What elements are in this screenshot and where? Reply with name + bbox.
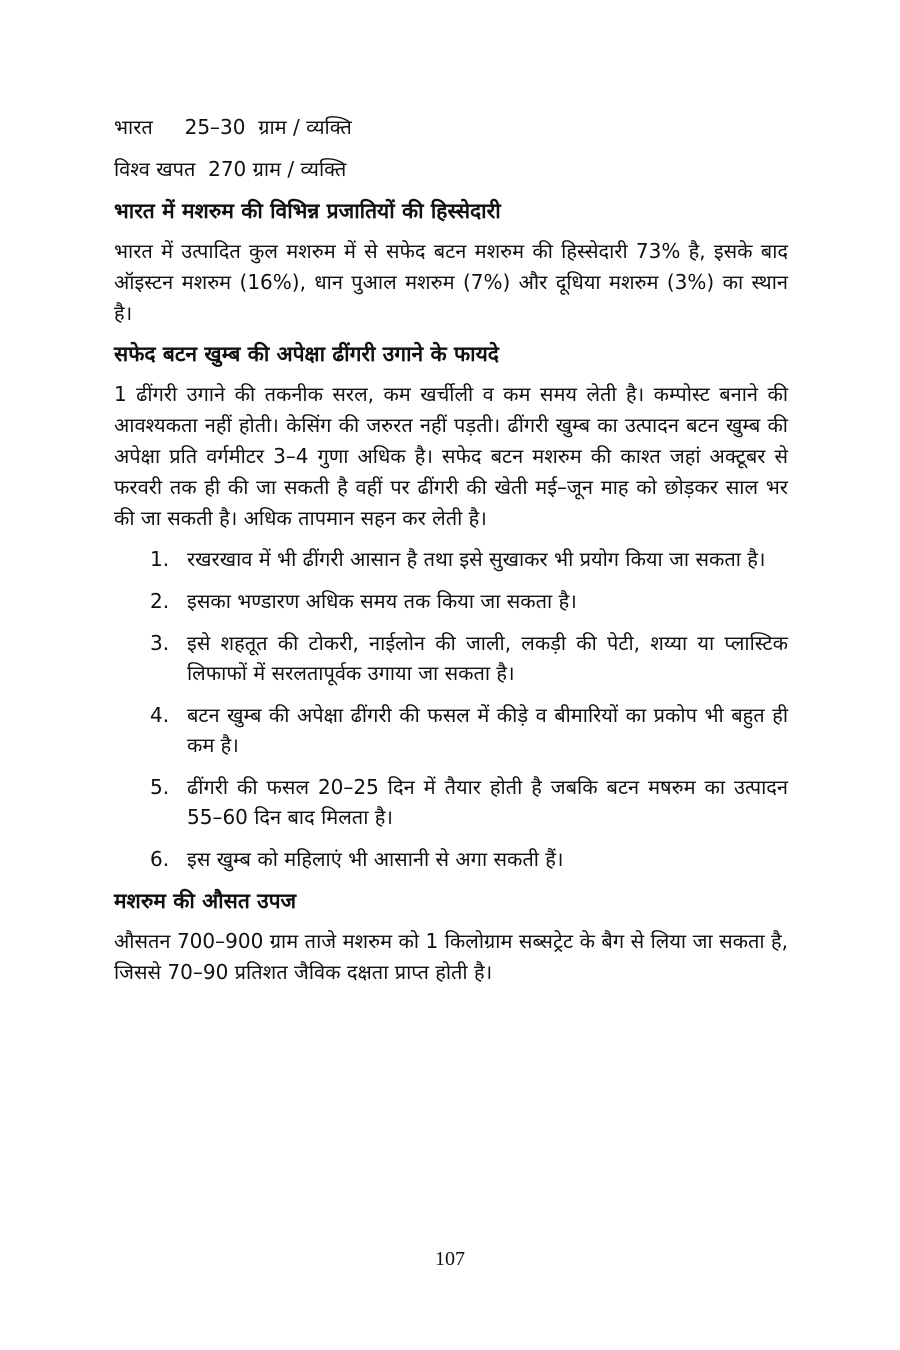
- list-item: [150, 628, 788, 688]
- list-item: [150, 544, 788, 574]
- list-item-text: ढींगरी की फसल 20–25 दिन में तैयार होती है जबकि बटन मषरुम का उत्पादन 55–60 दिन बाद मिलता है।: [187, 775, 788, 829]
- list-item-text: रखरखाव में भी ढींगरी आसान है तथा इसे सुखाकर भी प्रयोग किया जा सकता है।: [187, 547, 766, 571]
- list-item-number: 1.: [150, 547, 170, 571]
- list-item-number: 4.: [150, 703, 170, 727]
- list-item: [150, 772, 788, 832]
- dhingri-benefits-paragraph: 1 ढींगरी उगाने की तकनीक सरल, कम खर्चीली व कम समय लेती है। कम्पोस्ट बनाने की आवश्यकता नहीं होती। केसिंग की जरुरत नहीं पड़ती। ढींगरी खुम्ब का उत्पादन बटन खुम्ब की अपेक्षा प्रति वर्गमीटर 3–4 गुणा अधिक है। सफेद बटन मशरुम की काश्त जहां अक्टूबर से फरवरी तक ही की जा सकती है वहीं पर ढींगरी की खेती मई–जून माह को छोड़कर साल भर की जा सकती है। अधिक तापमान सहन कर लेती है।: [114, 382, 788, 530]
- list-item-text: इसे शहतूत की टोकरी, नाईलोन की जाली, लकड़ी की पेटी, शय्या या प्लास्टिक लिफाफों में सरलतापूर्वक उगाया जा सकता है।: [187, 631, 788, 685]
- india-consumption-line: भारत 25–30 ग्राम / व्यक्ति: [114, 115, 352, 139]
- list-item: [150, 586, 788, 616]
- benefits-list: [114, 544, 788, 874]
- list-item: [150, 700, 788, 760]
- average-yield-paragraph: औसतन 700–900 ग्राम ताजे मशरुम को 1 किलोग्राम सब्सट्रेट के बैग से लिया जा सकता है, जिससे 70–90 प्रतिशत जैविक दक्षता प्राप्त होती है।: [114, 929, 788, 984]
- page-content: [114, 112, 788, 998]
- page-number: 107: [435, 1248, 465, 1270]
- list-item: [150, 844, 788, 874]
- world-consumption-line: विश्व खपत 270 ग्राम / व्यक्ति: [114, 157, 347, 181]
- list-item-text: इसका भण्डारण अधिक समय तक किया जा सकता है।: [187, 589, 577, 613]
- list-item-text: बटन खुम्ब की अपेक्षा ढींगरी की फसल में कीड़े व बीमारियों का प्रकोप भी बहुत ही कम है।: [187, 703, 788, 757]
- list-item-number: 6.: [150, 847, 170, 871]
- section-heading-species-share: भारत में मशरुम की विभिन्न प्रजातियों की हिस्सेदारी: [114, 199, 501, 223]
- section-heading-average-yield: मशरुम की औसत उपज: [114, 889, 297, 913]
- list-item-text: इस खुम्ब को महिलाएं भी आसानी से अगा सकती हैं।: [187, 847, 564, 871]
- list-item-number: 3.: [150, 631, 170, 655]
- list-item-number: 2.: [150, 589, 170, 613]
- species-share-paragraph: भारत में उत्पादित कुल मशरुम में से सफेद बटन मशरुम की हिस्सेदारी 73% है, इसके बाद ऑइस्टन मशरुम (16%), धान पुआल मशरुम (7%) और दूधिया मशरुम (3%) का स्थान है।: [114, 239, 788, 325]
- section-heading-dhingri-benefits: सफेद बटन खुम्ब की अपेक्षा ढींगरी उगाने के फायदे: [114, 342, 499, 366]
- list-item-number: 5.: [150, 775, 170, 799]
